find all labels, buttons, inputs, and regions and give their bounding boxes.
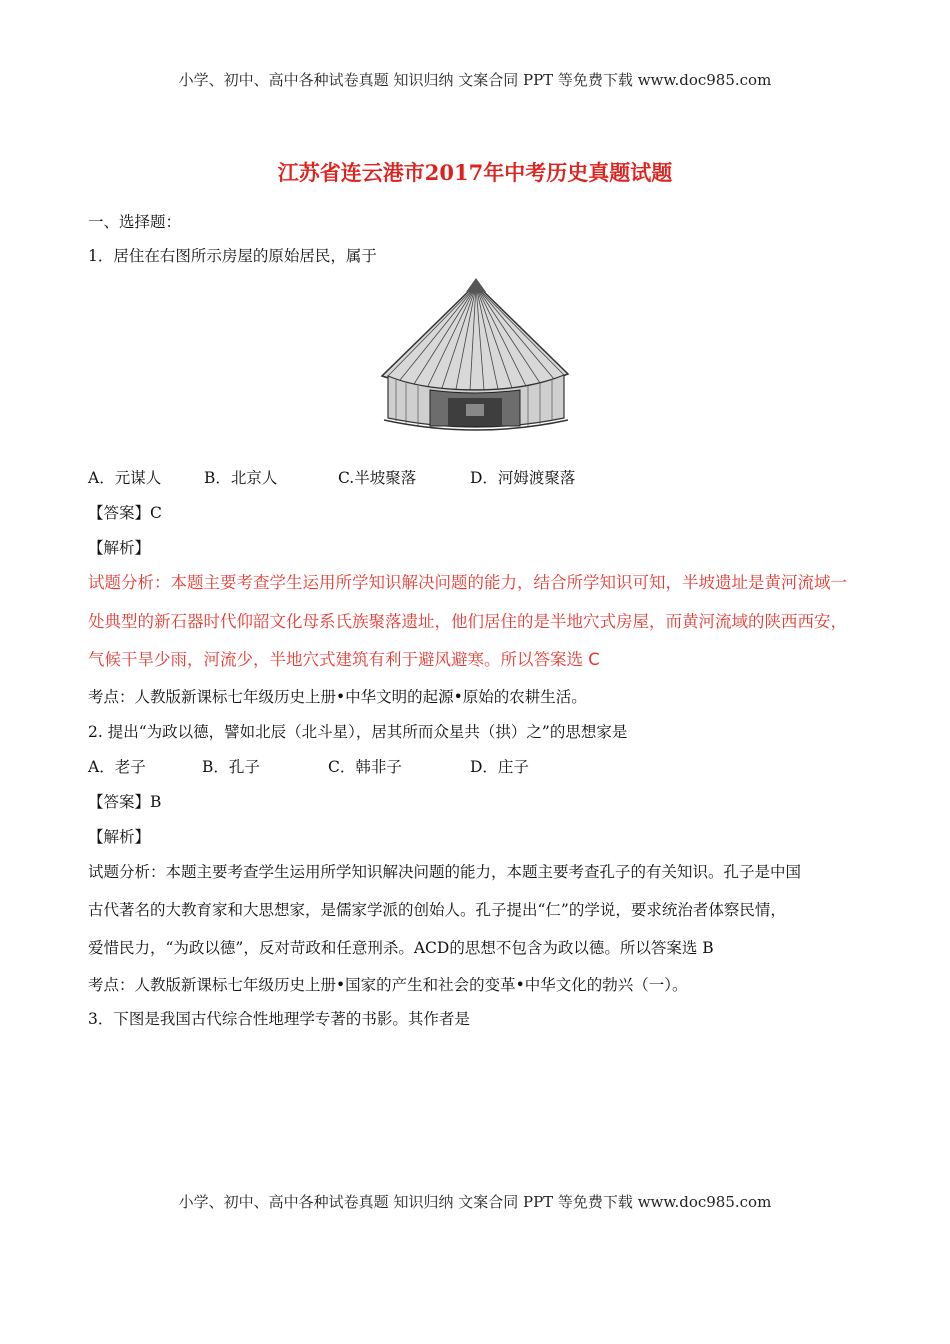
q2-option-a: A．老子 (88, 758, 146, 776)
q2-analysis-line-2: 古代著名的大教育家和大思想家，是儒家学派的创始人。孔子提出“仁”的学说，要求统治者体察民情， (88, 901, 786, 919)
q1-answer: 【答案】C (88, 504, 162, 522)
q1-option-d: D．河姆渡聚落 (470, 469, 576, 487)
q3-stem: 3．下图是我国古代综合性地理学专著的书影。其作者是 (88, 1010, 470, 1028)
page-title: 江苏省连云港市2017年中考历史真题试题 (277, 160, 673, 185)
q1-analysis-line-1: 试题分析：本题主要考查学生运用所学知识解决问题的能力，结合所学知识可知，半坡遗址是黄河流域一 (88, 573, 847, 592)
q1-stem: 1．居住在右图所示房屋的原始居民，属于 (88, 247, 377, 265)
q2-option-d: D．庄子 (470, 758, 529, 776)
q1-option-a: A．元谋人 (88, 469, 162, 487)
q2-option-b: B．孔子 (202, 758, 260, 776)
q2-kaodian: 考点：人教版新课标七年级历史上册•国家的产生和社会的变革•中华文化的勃兴（一）。 (88, 976, 688, 994)
q1-option-b: B．北京人 (204, 469, 278, 487)
q2-analysis-line-3: 爱惜民力，“为政以德”，反对苛政和任意刑杀。ACD的思想不包含为政以德。所以答案选 B (88, 939, 714, 957)
q1-analysis-line-2: 处典型的新石器时代仰韶文化母系氏族聚落遗址，他们居住的是半地穴式房屋，而黄河流域的陕西西安， (88, 612, 847, 631)
page-footer: 小学、初中、高中各种试卷真题 知识归纳 文案合同 PPT 等免费下载 www.doc985.com (178, 1193, 772, 1211)
q2-answer: 【答案】B (88, 793, 162, 811)
q2-analysis-label: 【解析】 (88, 828, 151, 846)
hut-image (378, 278, 574, 440)
q2-stem: 2. 提出“为政以德，譬如北辰（北斗星），居其所而众星共（拱）之”的思想家是 (88, 723, 628, 741)
q1-analysis-line-3: 气候干旱少雨，河流少，半地穴式建筑有利于避风避寒。所以答案选 C (88, 650, 600, 669)
q2-options (88, 757, 888, 777)
q1-kaodian: 考点：人教版新课标七年级历史上册•中华文明的起源•原始的农耕生活。 (88, 688, 587, 706)
q2-analysis-line-1: 试题分析：本题主要考查学生运用所学知识解决问题的能力，本题主要考查孔子的有关知识。孔子是中国 (88, 863, 802, 881)
page-header: 小学、初中、高中各种试卷真题 知识归纳 文案合同 PPT 等免费下载 www.doc985.com (178, 71, 772, 89)
section-heading: 一、选择题： (88, 213, 182, 231)
q1-analysis-label: 【解析】 (88, 539, 151, 557)
q1-option-c: C.半坡聚落 (338, 469, 417, 487)
q1-options (88, 468, 888, 488)
q2-option-c: C．韩非子 (328, 758, 402, 776)
